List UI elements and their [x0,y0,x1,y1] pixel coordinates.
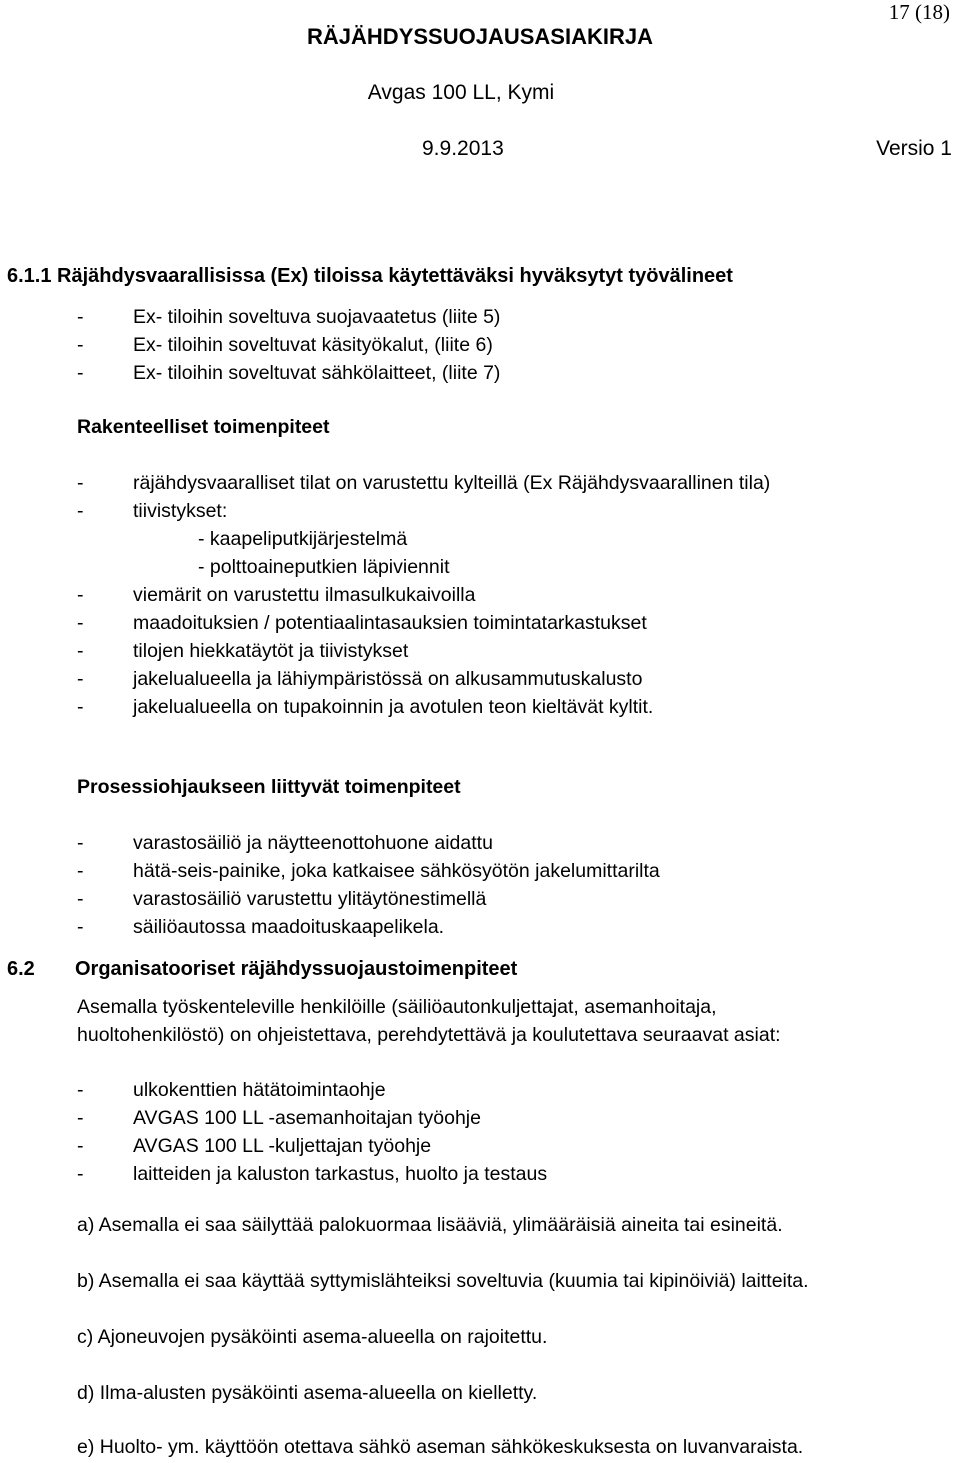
paragraph-line: huoltohenkilöstö) on ohjeistettava, perehdytettävä ja koulutettava seuraavat asiat: [77,1024,781,1046]
list-item: AVGAS 100 LL -asemanhoitajan työohje [133,1107,481,1129]
document-version: Versio 1 [876,137,952,160]
list-item: jakelualueella ja lähiympäristössä on alkusammutuskalusto [133,668,643,690]
list-dash: - [77,584,84,606]
list-item: varastosäiliö varustettu ylitäytönestimellä [133,888,487,910]
list-dash: - [77,1163,84,1185]
subheading-structural: Rakenteelliset toimenpiteet [77,416,330,438]
list-dash: - [77,640,84,662]
list-dash: - [77,306,84,328]
list-dash: - [77,668,84,690]
list-item: jakelualueella on tupakoinnin ja avotulen teon kieltävät kyltit. [133,696,654,718]
document-title: RÄJÄHDYSSUOJAUSASIAKIRJA [307,24,653,49]
list-item: laitteiden ja kaluston tarkastus, huolto ja testaus [133,1163,548,1185]
list-item: ulkokenttien hätätoimintaohje [133,1079,386,1101]
document-date: 9.9.2013 [422,137,504,160]
list-item: räjähdysvaaralliset tilat on varustettu kylteillä (Ex Räjähdysvaarallinen tila) [133,472,771,494]
document-subtitle: Avgas 100 LL, Kymi [367,81,555,104]
page-number: 17 (18) [888,0,950,24]
sub-list-item: - polttoaineputkien läpiviennit [198,556,450,578]
list-item: Ex- tiloihin soveltuva suojavaatetus (liite 5) [133,306,501,328]
list-dash: - [77,860,84,882]
list-dash: - [77,612,84,634]
list-item: AVGAS 100 LL -kuljettajan työohje [133,1135,432,1157]
list-dash: - [77,362,84,384]
list-item: tiivistykset: [133,500,228,522]
list-dash: - [77,1079,84,1101]
section-heading-6-1-1: 6.1.1 Räjähdysvaarallisissa (Ex) tiloissa käytettäväksi hyväksytyt työvälineet [7,265,733,287]
rule-item: c) Ajoneuvojen pysäköinti asema-alueella on rajoitettu. [77,1326,548,1348]
list-item: maadoituksien / potentiaalintasauksien toimintatarkastukset [133,612,647,634]
rule-item: b) Asemalla ei saa käyttää syttymislähteiksi soveltuvia (kuumia tai kipinöiviä) laitteita. [77,1270,809,1292]
list-dash: - [77,472,84,494]
list-dash: - [77,916,84,938]
list-dash: - [77,696,84,718]
subheading-process: Prosessiohjaukseen liittyvät toimenpiteet [77,776,461,798]
list-dash: - [77,500,84,522]
list-dash: - [77,1107,84,1129]
list-item: Ex- tiloihin soveltuvat sähkölaitteet, (liite 7) [133,362,501,384]
list-item: tilojen hiekkatäytöt ja tiivistykset [133,640,409,662]
rule-item: d) Ilma-alusten pysäköinti asema-alueella on kielletty. [77,1382,538,1404]
list-dash: - [77,334,84,356]
list-item: Ex- tiloihin soveltuvat käsityökalut, (liite 6) [133,334,493,356]
list-dash: - [77,888,84,910]
section-heading-6-2: Organisatooriset räjähdyssuojaustoimenpiteet [75,958,518,980]
rule-item: a) Asemalla ei saa säilyttää palokuormaa lisääviä, ylimääräisiä aineita tai esineitä. [77,1214,783,1236]
list-dash: - [77,832,84,854]
list-item: säiliöautossa maadoituskaapelikela. [133,916,445,938]
list-item: viemärit on varustettu ilmasulkukaivoilla [133,584,476,606]
list-item: hätä-seis-painike, joka katkaisee sähkösyötön jakelumittarilta [133,860,660,882]
rule-item: e) Huolto- ym. käyttöön otettava sähkö aseman sähkökeskuksesta on luvanvaraista. [77,1436,804,1458]
sub-list-item: - kaapeliputkijärjestelmä [198,528,408,550]
list-dash: - [77,1135,84,1157]
list-item: varastosäiliö ja näytteenottohuone aidattu [133,832,493,854]
paragraph-line: Asemalla työskenteleville henkilöille (säiliöautonkuljettajat, asemanhoitaja, [77,996,717,1018]
section-number-6-2: 6.2 [7,958,35,980]
